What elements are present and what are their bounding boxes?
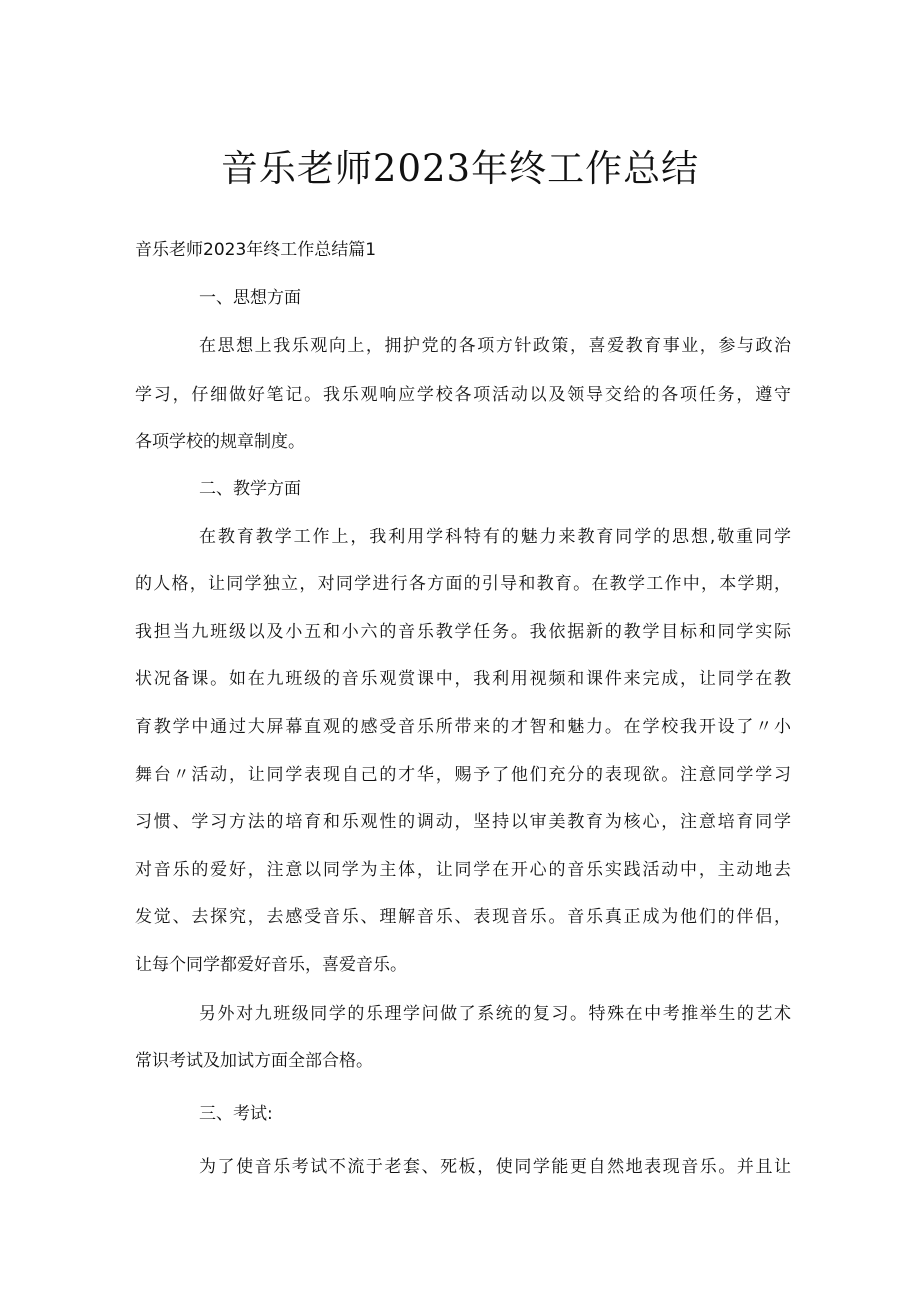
paragraph-line: 为了使音乐考试不流于老套、死板，使同学能更自然地表现音乐。并且让 [199,1157,791,1177]
paragraph-line: 在思想上我乐观向上，拥护党的各项方针政策，喜爱教育事业，参与政治 [199,336,791,356]
paragraph-line: 舞台〃活动，让同学表现自己的才华，赐予了他们充分的表现欲。注意同学学习 [135,765,791,785]
paragraph-line: 状况备课。如在九班级的音乐观赏课中，我利用视频和课件来完成，让同学在教 [135,669,791,689]
paragraph-line: 习惯、学习方法的培育和乐观性的调动，坚持以审美教育为核心，注意培育同学 [135,812,791,832]
paragraph-line: 常识考试及加试方面全部合格。 [135,1051,373,1071]
paragraph-line: 学习，仔细做好笔记。我乐观响应学校各项活动以及领导交给的各项任务，遵守 [135,385,791,405]
paragraph-line: 在教育教学工作上，我利用学科特有的魅力来教育同学的思想,敬重同学 [199,527,791,547]
paragraph-line: 我担当九班级以及小五和小六的音乐教学任务。我依据新的教学目标和同学实际 [135,622,791,642]
section-heading-thought: 一、思想方面 [199,288,301,308]
section-heading-teaching: 二、教学方面 [199,479,301,499]
paragraph-line: 各项学校的规章制度。 [135,432,305,452]
paragraph-line: 让每个同学都爱好音乐，喜爱音乐。 [135,955,407,975]
paragraph-line: 另外对九班级同学的乐理学问做了系统的复习。特殊在中考推举生的艺术 [199,1004,791,1024]
paragraph-line: 的人格，让同学独立，对同学进行各方面的引导和教育。在教学工作中，本学期， [135,574,791,594]
section-heading-exam: 三、考试: [199,1104,273,1124]
document-subtitle: 音乐老师2023年终工作总结篇1 [135,240,377,260]
paragraph-line: 发觉、去探究，去感受音乐、理解音乐、表现音乐。音乐真正成为他们的伴侣， [135,907,791,927]
document-title: 音乐老师2023年终工作总结 [220,147,700,190]
paragraph-line: 育教学中通过大屏幕直观的感受音乐所带来的才智和魅力。在学校我开设了〃小 [135,717,791,737]
paragraph-line: 对音乐的爱好，注意以同学为主体，让同学在开心的音乐实践活动中，主动地去 [135,860,791,880]
